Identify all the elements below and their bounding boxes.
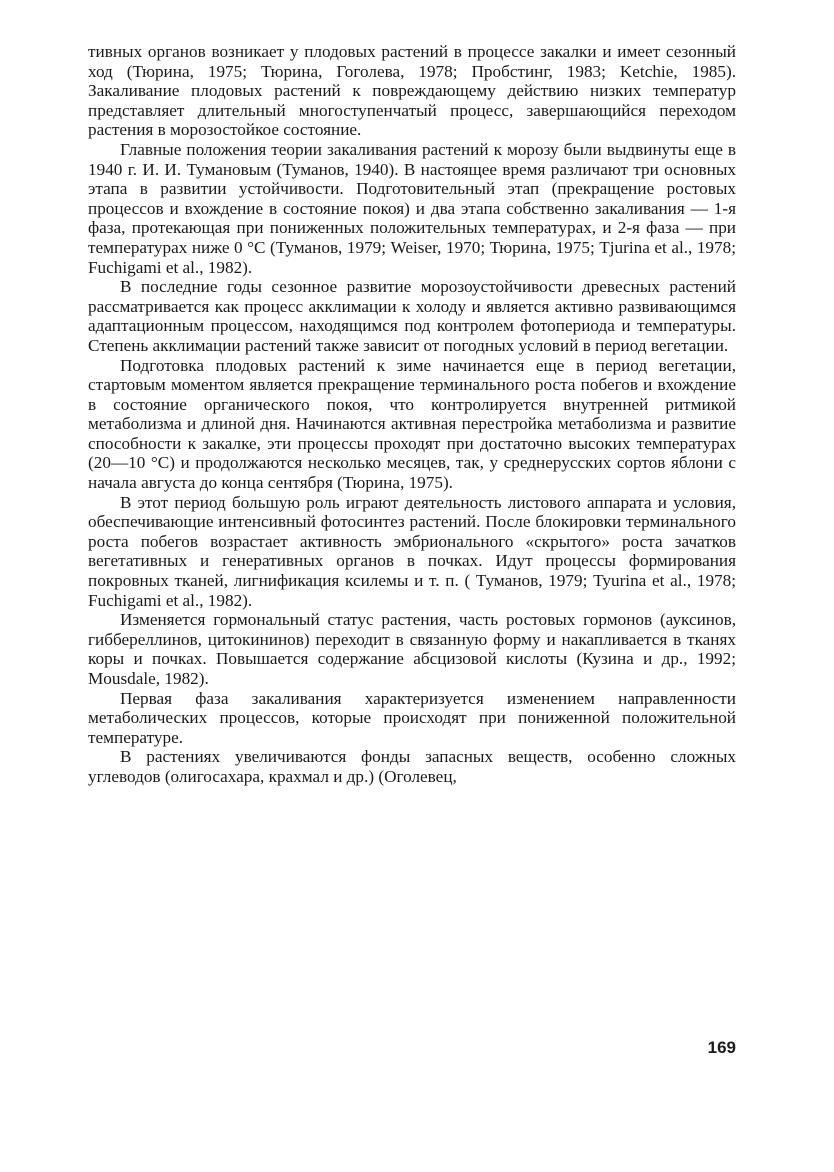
paragraph-6: Изменяется гормональный статус растения, часть ростовых гормонов (ауксинов, гиббереллинов, цитокининов) переходит в связанную форму и накапливается в тканях коры и почках. Повышается содержание абсцизовой кислоты (Кузина и др., 1992; Mousdale, 1982). xyxy=(88,610,736,688)
page-body xyxy=(88,42,736,787)
paragraph-2: Главные положения теории закаливания растений к морозу были выдвинуты еще в 1940 г. И. И. Тумановым (Туманов, 1940). В настоящее время различают три основных этапа в развитии устойчивости. Подготовительный этап (прекращение ростовых процессов и вхождение в состояние покоя) и два этапа собственно закаливания — 1-я фаза, протекающая при пониженных положительных температурах, и 2-я фаза — при температурах ниже 0 °С (Туманов, 1979; Weiser, 1970; Тюрина, 1975; Tjurina et al., 1978; Fuchigami et al., 1982). xyxy=(88,139,736,277)
paragraph-5: В этот период большую роль играют деятельность листового аппарата и условия, обеспечивающие интенсивный фотосинтез растений. После блокировки терминального роста побегов возрастает активность эмбрионального «скрытого» роста зачатков вегетативных и генеративных органов в почках. Идут процессы формирования покровных тканей, лигнификация ксилемы и т. п. ( Туманов, 1979; Tyurina et al., 1978; Fuchigami et al., 1982). xyxy=(88,492,736,610)
paragraph-1: тивных органов возникает у плодовых растений в процессе закалки и имеет сезонный ход (Тюрина, 1975; Тюрина, Гоголева, 1978; Пробстинг, 1983; Ketchie, 1985). Закаливание плодовых растений к повреждающему действию низких температур представляет длительный многоступенчатый процесс, завершающийся переходом растения в морозостойкое состояние. xyxy=(88,42,736,140)
paragraph-8: В растениях увеличиваются фонды запасных веществ, особенно сложных углеводов (олигосахара, крахмал и др.) (Оголевец, xyxy=(88,747,736,786)
paragraph-4: Подготовка плодовых растений к зиме начинается еще в период вегетации, стартовым моментом является прекращение терминального роста побегов и вхождение в состояние органического покоя, что контролируется внутренней ритмикой метаболизма и длиной дня. Начинаются активная перестройка метаболизма и развитие способности к закалке, эти процессы проходят при достаточно высоких температурах (20—10 °С) и продолжаются несколько месяцев, так, у среднерусских сортов яблони с начала августа до конца сентября (Тюрина, 1975). xyxy=(88,355,736,493)
page-number: 169 xyxy=(707,1038,736,1057)
paragraph-7: Первая фаза закаливания характеризуется изменением направленности метаболических процессов, которые происходят при пониженной положительной температуре. xyxy=(88,688,736,747)
paragraph-3: В последние годы сезонное развитие морозоустойчивости древесных растений рассматривается как процесс акклимации к холоду и является активно развивающимся адаптационным процессом, находящимся под контролем фотопериода и температуры. Степень акклимации растений также зависит от погодных условий в период вегетации. xyxy=(88,277,736,355)
